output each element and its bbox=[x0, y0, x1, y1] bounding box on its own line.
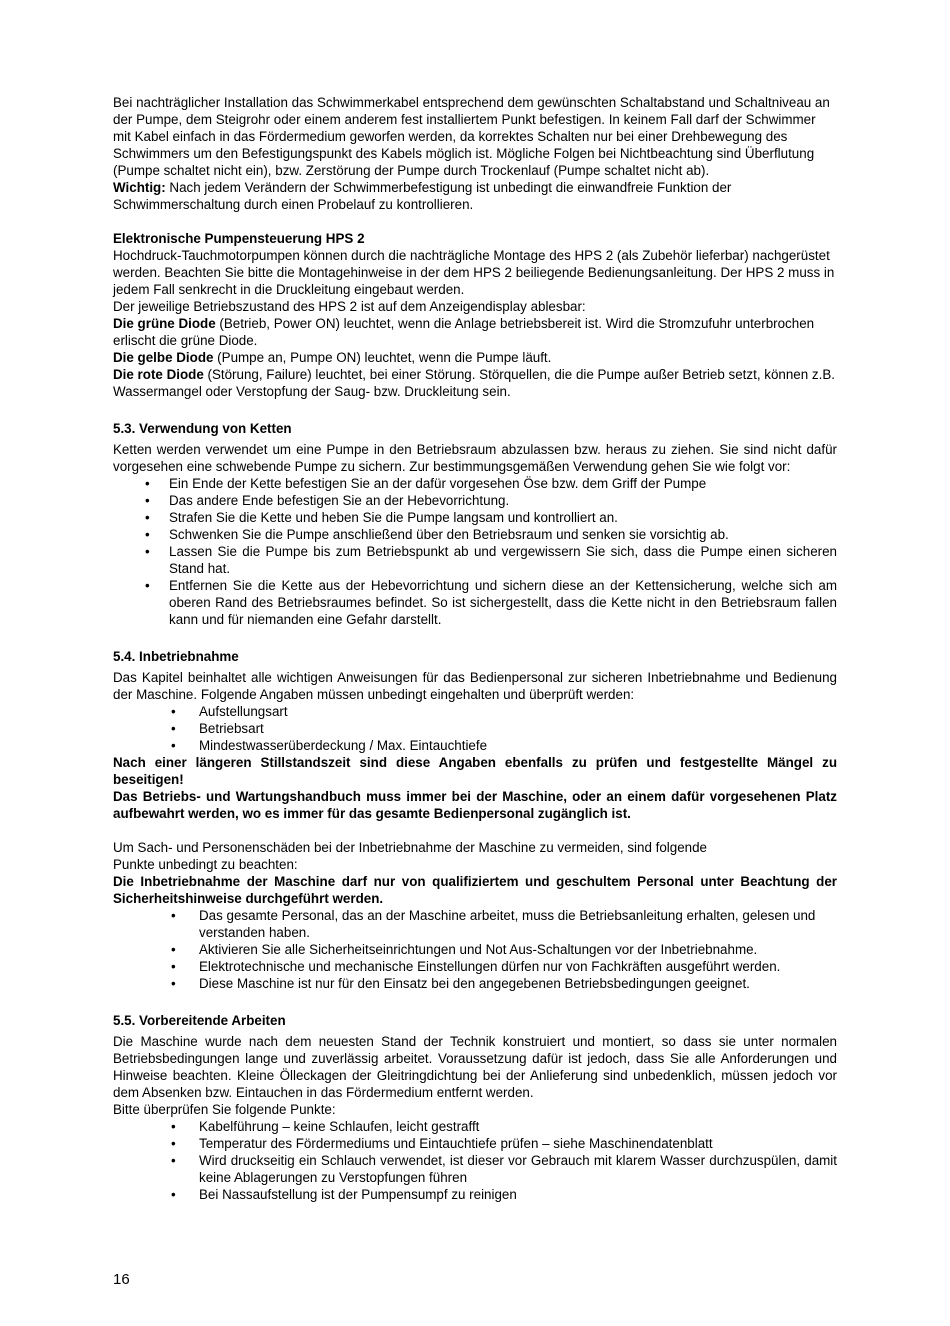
chain-steps-list bbox=[113, 475, 837, 628]
list-item: • Diese Maschine ist nur für den Einsatz bei den angegebenen Betriebsbedingungen geeignet. bbox=[171, 976, 750, 991]
wichtig-label: Wichtig: bbox=[113, 180, 166, 195]
wichtig-note bbox=[113, 179, 837, 213]
list-item: • Aufstellungsart bbox=[171, 704, 288, 719]
bullet-icon: • bbox=[171, 738, 176, 753]
page-number: 16 bbox=[113, 1271, 130, 1288]
list-item: • Kabelführung – keine Schlaufen, leicht gestrafft bbox=[171, 1119, 480, 1134]
section-5-3-heading: 5.3. Verwendung von Ketten bbox=[113, 421, 292, 436]
list-item: • Bei Nassaufstellung ist der Pumpensumpf zu reinigen bbox=[171, 1187, 517, 1202]
list-item: • Schwenken Sie die Pumpe anschließend über den Betriebsraum und senken sie vorsichtig ab. bbox=[145, 527, 729, 542]
bullet-icon: • bbox=[171, 704, 176, 719]
list-item: • Das gesamte Personal, das an der Maschine arbeitet, muss die Betriebsanleitung erhalten, gelesen und verstanden haben. bbox=[171, 908, 816, 940]
list-item: • Temperatur des Fördermediums und Eintauchtiefe prüfen – siehe Maschinendatenblatt bbox=[171, 1136, 713, 1151]
bullet-icon: • bbox=[171, 908, 176, 923]
bullet-icon: • bbox=[145, 544, 150, 559]
bullet-icon: • bbox=[171, 959, 176, 974]
list-item: • Betriebsart bbox=[171, 721, 264, 736]
list-item: • Mindestwasserüberdeckung / Max. Eintauchtiefe bbox=[171, 738, 488, 753]
bullet-icon: • bbox=[171, 976, 176, 991]
qualified-personnel-warning: Die Inbetriebnahme der Maschine darf nur von qualifiziertem und geschultem Personal unter Beachtung der Sicherheitshinweise durchgeführt werden. bbox=[113, 874, 837, 906]
bullet-icon: • bbox=[145, 578, 150, 593]
document-page bbox=[113, 94, 837, 1203]
bullet-icon: • bbox=[145, 493, 150, 508]
list-item: • Strafen Sie die Kette und heben Sie die Pumpe langsam und kontrolliert an. bbox=[145, 510, 618, 525]
check-items-list bbox=[113, 703, 837, 754]
commissioning-list bbox=[113, 907, 837, 992]
green-diode-label: Die grüne Diode bbox=[113, 316, 216, 331]
list-item: • Wird druckseitig ein Schlauch verwendet, ist dieser vor Gebrauch mit klarem Wasser durchzuspülen, damit keine Ablagerungen zu Verstopfungen führen bbox=[171, 1153, 837, 1185]
damage-prevention-text-a: Um Sach- und Personenschäden bei der Inbetriebnahme der Maschine zu vermeiden, sind folgende bbox=[113, 840, 708, 855]
list-item: • Elektrotechnische und mechanische Einstellungen dürfen nur von Fachkräften ausgeführt werden. bbox=[171, 959, 781, 974]
yellow-diode-text: Die gelbe Diode (Pumpe an, Pumpe ON) leuchtet, wenn die Pumpe läuft. bbox=[113, 350, 552, 365]
list-item: • Lassen Sie die Pumpe bis zum Betriebspunkt ab und vergewissern Sie sich, dass die Pumpe einen sicheren Stand hat. bbox=[145, 544, 837, 576]
red-diode-text: Die rote Diode (Störung, Failure) leuchtet, bei einer Störung. Störquellen, die die Pumpe außer Betrieb setzt, können z.B. Wassermangel oder Verstopfung der Saug- bzw. Druckleitung sein. bbox=[113, 367, 835, 399]
wichtig-text: Nach jedem Verändern der Schwimmerbefestigung ist unbedingt die einwandfreie Funktion der Schwimmerschaltung durch einen Probelauf zu kontrollieren. bbox=[113, 180, 732, 212]
yellow-diode-label: Die gelbe Diode bbox=[113, 350, 214, 365]
hps-heading: Elektronische Pumpensteuerung HPS 2 bbox=[113, 231, 365, 246]
intro-paragraph: Bei nachträglicher Installation das Schwimmerkabel entsprechend dem gewünschten Schaltabstand und Schaltniveau an der Pumpe, dem Steigrohr oder einem anderem fest installiertem Punkt befestigen. In keinem Fall darf der Schwimmer mit Kabel einfach in das Fördermedium geworfen werden, da korrektes Schalten nur bei einer Drehbewegung des Schwimmers um den Befestigungspunkt des Kabels möglich ist. Mögliche Folgen bei Nichtbeachtung sind Überflutung (Pumpe schaltet nicht ein), bzw. Zerstörung der Pumpe durch Trockenlauf (Pumpe schaltet nicht ab). bbox=[113, 95, 830, 178]
red-diode-label: Die rote Diode bbox=[113, 367, 204, 382]
section-5-5-heading: 5.5. Vorbereitende Arbeiten bbox=[113, 1013, 286, 1028]
handbook-warning: Das Betriebs- und Wartungshandbuch muss immer bei der Maschine, oder an einem dafür vorgesehenen Platz aufbewahrt werden, wo es immer für das gesamte Bedienpersonal zugänglich ist. bbox=[113, 789, 837, 821]
section-5-5-text: Die Maschine wurde nach dem neuesten Stand der Technik konstruiert und montiert, so dass sie unter normalen Betriebsbedingungen lange und zuverlässig arbeitet. Voraussetzung dafür ist jedoch, dass Sie alle Anforderungen und Hinweise beachten. Kleine Ölleckagen der Gleitringdichtung bei der Anlieferung sind unbedenklich, müssen jedoch vor dem Absenken bzw. Eintauchen in das Fördermedium entfernt werden. bbox=[113, 1034, 837, 1100]
bullet-icon: • bbox=[171, 1119, 176, 1134]
section-5-3-text: Ketten werden verwendet um eine Pumpe in den Betriebsraum abzulassen bzw. heraus zu ziehen. Sie sind nicht dafür vorgesehen eine schwebende Pumpe zu sichern. Zur bestimmungsgemäßen Verwendung gehen Sie wie folgt vor: bbox=[113, 442, 837, 474]
green-diode-text: Die grüne Diode (Betrieb, Power ON) leuchtet, wenn die Anlage betriebsbereit ist. Wird die Stromzufuhr unterbrochen erlischt die grüne Diode. bbox=[113, 316, 815, 348]
section-5-5-text-2: Bitte überprüfen Sie folgende Punkte: bbox=[113, 1102, 336, 1117]
hps-text-2: Der jeweilige Betriebszustand des HPS 2 ist auf dem Anzeigendisplay ablesbar: bbox=[113, 299, 586, 314]
list-item: • Aktivieren Sie alle Sicherheitseinrichtungen und Not Aus-Schaltungen vor der Inbetriebnahme. bbox=[171, 942, 758, 957]
list-item: • Entfernen Sie die Kette aus der Hebevorrichtung und sichern diese an der Kettensicherung, welche sich am oberen Rand des Betriebsraumes befindet. So ist sichergestellt, dass die Kette nicht in den Betriebsraum fallen kann und für niemanden eine Gefahr darstellt. bbox=[145, 578, 837, 627]
bullet-icon: • bbox=[145, 476, 150, 491]
section-5-4-text: Das Kapitel beinhaltet alle wichtigen Anweisungen für das Bedienpersonal zur sicheren Inbetriebnahme und Bedienung der Maschine. Folgende Angaben müssen unbedingt eingehalten und überprüft werden: bbox=[113, 670, 837, 702]
list-item: • Das andere Ende befestigen Sie an der Hebevorrichtung. bbox=[145, 493, 510, 508]
standstill-warning: Nach einer längeren Stillstandszeit sind diese Angaben ebenfalls zu prüfen und festgestellte Mängel zu beseitigen! bbox=[113, 755, 837, 787]
bullet-icon: • bbox=[145, 527, 150, 542]
preparation-list bbox=[113, 1118, 837, 1203]
damage-prevention-text-b: Punkte unbedingt zu beachten: bbox=[113, 857, 298, 872]
bullet-icon: • bbox=[171, 721, 176, 736]
bullet-icon: • bbox=[145, 510, 150, 525]
hps-text-1: Hochdruck-Tauchmotorpumpen können durch die nachträgliche Montage des HPS 2 (als Zubehör lieferbar) nachgerüstet werden. Beachten Sie bitte die Montagehinweise in der dem HPS 2 beiliegende Bedienungsanleitung. Der HPS 2 muss in jedem Fall senkrecht in die Druckleitung eingebaut werden. bbox=[113, 248, 835, 297]
section-5-4-heading: 5.4. Inbetriebnahme bbox=[113, 649, 239, 664]
bullet-icon: • bbox=[171, 942, 176, 957]
list-item: • Ein Ende der Kette befestigen Sie an der dafür vorgesehen Öse bzw. dem Griff der Pumpe bbox=[145, 476, 707, 491]
bullet-icon: • bbox=[171, 1136, 176, 1151]
bullet-icon: • bbox=[171, 1153, 176, 1168]
bullet-icon: • bbox=[171, 1187, 176, 1202]
